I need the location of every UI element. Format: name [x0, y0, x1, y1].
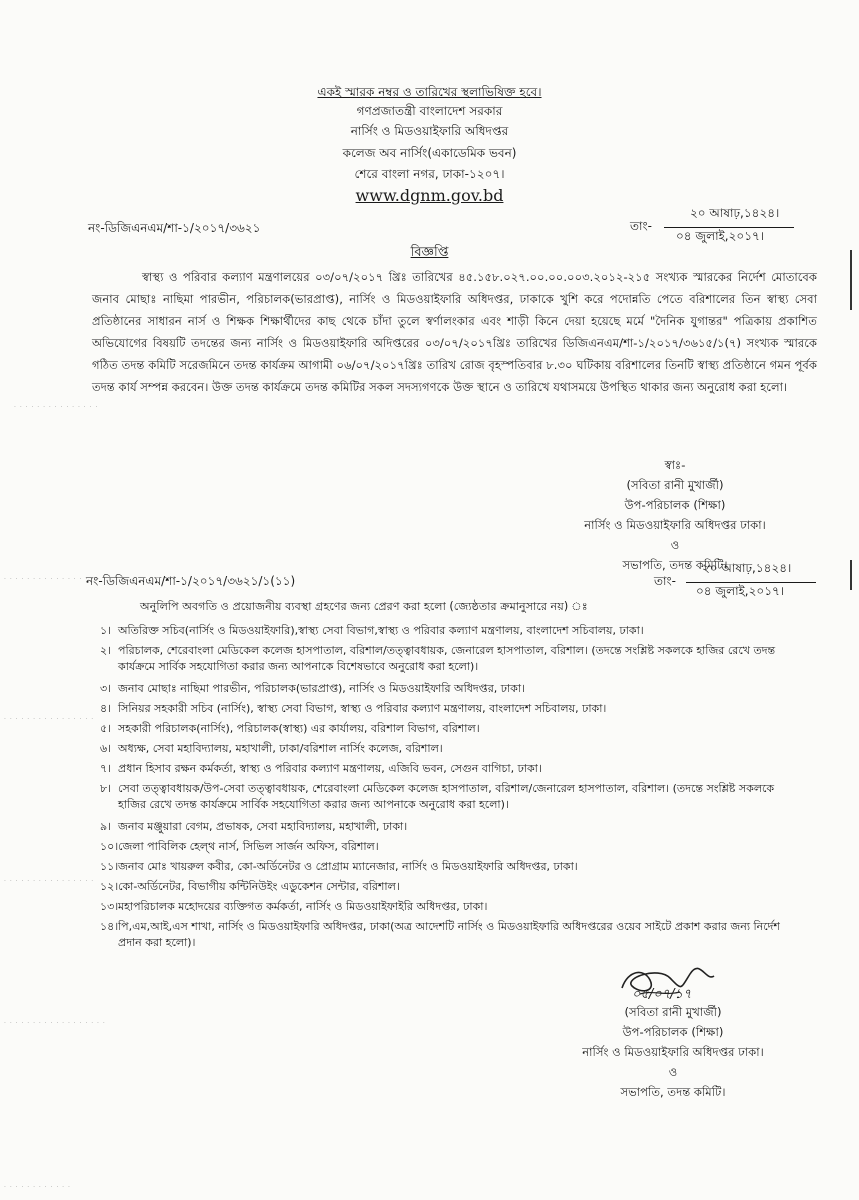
list-item [100, 681, 805, 701]
header-note: একই স্মারক নম্বর ও তারিখের স্থলাভিষিক্ত হবে। [317, 85, 542, 99]
signatory-name: (সবিতা রানী মুখার্জী) [626, 478, 724, 492]
memo-date-label: তাং- [630, 219, 652, 233]
list-item-text: পরিচালক, শেরেবাংলা মেডিকেল কলেজ হাসপাতাল, বরিশাল/তত্ত্বাবধায়ক, জেনারেল হাসপাতাল, বরিশাল। (তদন্তে সংশ্লিষ্ট সকলকে হাজির রেখে তদন্ত কার্যক্রমে সার্বিক সহযোগিতা করার জন্য আপনাকে বিশেষভাবে অনুরোধ করা হলো)। [118, 644, 776, 673]
header-address: শেরে বাংলা নগর, ঢাকা-১২০৭। [354, 167, 505, 181]
signatory-office: নার্সিং ও মিডওয়াইফারি অধিদপ্তর ঢাকা। [582, 1045, 764, 1059]
list-item-number: ২। [100, 644, 112, 657]
list-item-text: অধ্যক্ষ, সেবা মহাবিদ্যালয়, মহাখালী, ঢাকা/বরিশাল নার্সিং কলেজ, বরিশাল। [118, 742, 443, 755]
list-item-number: ১। [100, 624, 112, 637]
signatory-name: (সবিতা রানী মুখার্জী) [624, 1005, 722, 1019]
handwritten-date: ০৫/০৭/১৭ [632, 987, 692, 1002]
list-item-text: কো-অর্ডিনেটর, বিভাগীয় কন্টিনিউইং এডুকেশন সেন্টার, বরিশাল। [118, 880, 400, 893]
memo-date-english: ০৪ জুলাই,২০১৭। [664, 227, 794, 248]
recipient-list [100, 623, 805, 957]
list-item [100, 879, 805, 899]
list-item-text: জনাব মোঃ খায়রুল কবীর, কো-অর্ডিনেটর ও প্রোগ্রাম ম্যানেজার, নার্সিং ও মিডওয়াইফারি অধিদপ্তর, ঢাকা। [118, 860, 578, 873]
memo-number: নং-ডিজিএনএম/শা-১/২০১৭/৩৬২১ [88, 221, 261, 235]
list-item [100, 741, 805, 761]
signatory-role: সভাপতি, তদন্ত কমিটি। [620, 1085, 726, 1099]
memo-date-bangla: ২০ আষাঢ়,১৪২৪। [690, 206, 780, 220]
list-item-number: ৩। [100, 682, 112, 695]
list-item [100, 819, 805, 839]
list-item-text: পি,এম,আই,এস শাখা, নার্সিং ও মিডওয়াইফারি অধিদপ্তর, ঢাকা(অত্র আদেশটি নার্সিং ও মিডওয়াইফারি অধিদপ্তরের ওয়েব সাইটে প্রকাশ করার জন্য নির্দেশ প্রদান করা হলো)। [118, 920, 780, 949]
list-item-text: মহাপরিচালক মহোদয়ের ব্যক্তিগত কর্মকর্তা, নার্সিং ও মিডওয়াইফাইরি অধিদপ্তর, ঢাকা। [118, 900, 488, 913]
copy-memo-date-label: তাং- [654, 574, 676, 588]
signatory-office: নার্সিং ও মিডওয়াইফারি অধিদপ্তর ঢাকা। [584, 518, 766, 532]
list-item [100, 643, 805, 681]
list-item-number: ১০। [100, 840, 119, 853]
header-directorate: নার্সিং ও মিডওয়াইফারি অধিদপ্তর [350, 124, 509, 138]
list-item [100, 761, 805, 781]
signature-block-2 [548, 1002, 798, 1102]
header-college: কলেজ অব নার্সিং(একাডেমিক ভবন) [342, 146, 517, 160]
list-item-number: ১৪। [100, 920, 119, 933]
list-item-text: জেলা পাবিলিক হেল্থ নার্স, সিভিল সার্জন অফিস, বরিশাল। [118, 840, 379, 853]
list-item-number: ৭। [100, 762, 112, 775]
list-item-text: সিনিয়র সহকারী সচিব (নার্সিং), স্বাস্থ্য সেবা বিভাগ, স্বাস্থ্য ও পরিবার কল্যাণ মন্ত্রণালয়, বাংলাদেশ সচিবালয়, ঢাকা। [118, 702, 607, 715]
list-item [100, 781, 805, 819]
list-item-number: ১১। [100, 860, 119, 873]
scan-artifact: · · · · · · · · · · · · · · · · [4, 716, 95, 723]
list-item-number: ১২। [100, 880, 119, 893]
copy-intro: অনুলিপি অবগতি ও প্রয়োজনীয় ব্যবস্থা গ্রহণের জন্য প্রেরণ করা হলো (জ্যেষ্ঠতার ক্রমানুসারে নয়) ঃ [140, 600, 588, 613]
list-item [100, 859, 805, 879]
signature-block-1 [560, 455, 790, 575]
header-government: গণপ্রজাতন্ত্রী বাংলাদেশ সরকার [356, 104, 503, 118]
list-item-number: ৪। [100, 702, 112, 715]
list-item-text: প্রধান হিসাব রক্ষন কর্মকর্তা, স্বাস্থ্য ও পরিবার কল্যাণ মন্ত্রণালয়, এজিবি ভবন, সেগুন বাগিচা, ঢাকা। [118, 762, 542, 775]
notice-title: বিজ্ঞপ্তি [410, 245, 449, 260]
scan-artifact: · · · · · · · · · · · · · · · [14, 404, 99, 411]
list-item-text: সেবা তত্ত্বাবধায়ক/উপ-সেবা তত্ত্বাবধায়ক, শেরেবাংলা মেডিকেল কলেজ হাসপাতাল, বরিশাল/জেনারেল হাসপাতাল, বরিশাল। (তদন্তে সংশ্লিষ্ট সকলকে হাজির রেখে তদন্ত কার্যক্রমে সার্বিক সহযোগিতা করার জন্য আপনাকে অনুরোধ করা হলো)। [118, 782, 775, 811]
list-item [100, 919, 805, 957]
signatory-designation: উপ-পরিচালক (শিক্ষা) [622, 1025, 724, 1039]
notice-body [92, 266, 817, 398]
scan-artifact: · · · · · · · · · · · · · · · · [4, 878, 95, 885]
list-item-text: জনাব মোছাঃ নাছিমা পারভীন, পরিচালক(ভারপ্রাপ্ত), নার্সিং ও মিডওয়াইফারি অধিদপ্তর, ঢাকা। [118, 682, 525, 695]
list-item-text: সহকারী পরিচালক(নার্সিং), পরিচালক(স্বাস্থ্য) এর কার্যালয়, বরিশাল বিভাগ, বরিশাল। [118, 722, 480, 735]
scan-artifact: · · · · · · · · · · · · [4, 1184, 71, 1191]
list-item-text: জনাব মঞ্জুয়ারা বেগম, প্রভাষক, সেবা মহাবিদ্যালয়, মহাখালী, ঢাকা। [118, 820, 408, 833]
copy-memo-date-bangla: ২০ আষাঢ়,১৪২৪। [702, 561, 792, 575]
list-item [100, 701, 805, 721]
copy-memo-date-english: ০৪ জুলাই,২০১৭। [686, 582, 816, 603]
signatory-designation: উপ-পরিচালক (শিক্ষা) [624, 498, 726, 512]
list-item [100, 721, 805, 741]
list-item-number: ১৩। [100, 900, 119, 913]
scan-edge-mark [850, 560, 852, 590]
list-item [100, 899, 805, 919]
scan-artifact: · · · · · · · · · · · · · · · · · · [4, 1020, 106, 1027]
signatory-and: ও [668, 1065, 678, 1079]
list-item-number: ৫। [100, 722, 112, 735]
copy-memo-number: নং-ডিজিএনএম/শা-১/২০১৭/৩৬২১/১(১১) [86, 574, 296, 588]
signatory-role: সভাপতি, তদন্ত কমিটি। [622, 558, 728, 572]
list-item-text: অতিরিক্ত সচিব(নার্সিং ও মিডওয়াইফারি),স্বাস্থ্য সেবা বিভাগ,স্বাস্থ্য ও পরিবার কল্যাণ মন্ত্রণালয়, বাংলাদেশ সচিবালয়, ঢাকা। [118, 624, 644, 637]
list-item-number: ৮। [100, 782, 112, 795]
list-item-number: ৬। [100, 742, 112, 755]
signature-sd: স্বাঃ- [664, 458, 686, 472]
list-item [100, 623, 805, 643]
scan-artifact: · · · · · · · · · · · · · · · · · [4, 576, 100, 583]
signatory-and: ও [670, 538, 680, 552]
list-item-number: ৯। [100, 820, 112, 833]
header-website-link[interactable]: www.dgnm.gov.bd [355, 186, 504, 205]
list-item [100, 839, 805, 859]
notice-body-text: স্বাস্থ্য ও পরিবার কল্যাণ মন্ত্রণালয়ের ০৩/০৭/২০১৭ খ্রিঃ তারিখের ৪৫.১৫৮.০২৭.০০.০০.০০৩.২০১২-২১৫ সংখ্যক স্মারকের নির্দেশ মোতাবেক জনাব মোছাঃ নাছিমা পারভীন, পরিচালক(ভারপ্রাপ্ত), নার্সিং ও মিডওয়াইফারি অধিদপ্তর, ঢাকাকে খুশি করে পদোন্নতি পেতে বরিশালের তিন স্বাস্থ্য সেবা প্রতিষ্ঠানের সাধারন নার্স ও শিক্ষক শিক্ষার্থীদের কাছ থেকে চাঁদা তুলে স্বর্ণালংকার এবং শাড়ী কিনে দেয়া হয়েছে মর্মে "দৈনিক যুগান্তর" পত্রিকায় প্রকাশিত অভিযোগের বিষয়টি তদন্তের জন্য নার্সিং ও মিডওয়াইফারি অদিপ্তরের ০৩/০৭/২০১৭খ্রিঃ তারিখের ডিজিএনএম/শা-১/২০১৭/৩৬১৫/১(৭) সংখ্যক স্মারকে গঠিত তদন্ত কমিটি সরেজমিনে তদন্ত কার্যক্রম আগামী ০৬/০৭/২০১৭খ্রিঃ তারিখ রোজ বৃহস্পতিবার ৮.৩০ ঘটিকায় বরিশালের তিনটি স্বাস্থ্য প্রতিষ্ঠানে গমন পূর্বক তদন্ত কার্য সম্পন্ন করবেন। উক্ত তদন্ত কার্যক্রমে তদন্ত কমিটির সকল সদস্যগণকে উক্ত স্থানে ও তারিখে যথাসময়ে উপস্থিত থাকার জন্য অনুরোধ করা হলো। [92, 270, 817, 394]
